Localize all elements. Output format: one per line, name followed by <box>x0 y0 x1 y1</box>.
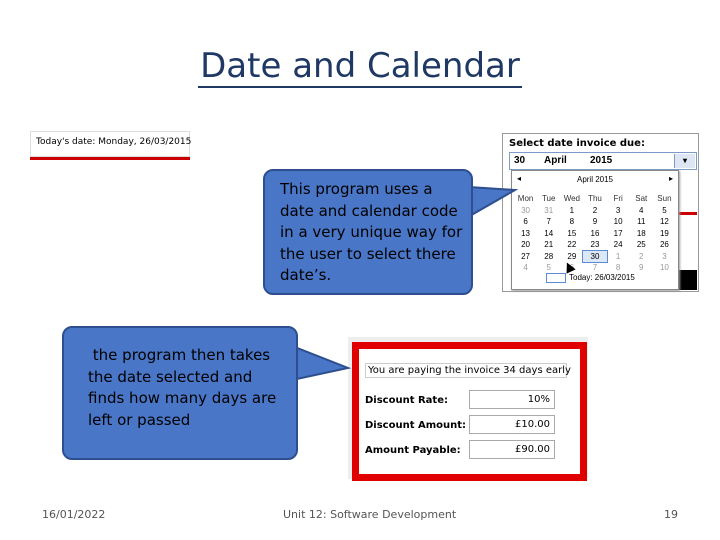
callout-bottom <box>62 326 298 460</box>
payment-frame <box>352 342 587 481</box>
day-cell[interactable]: 12 <box>659 217 669 226</box>
day-cell[interactable]: 14 <box>544 228 554 238</box>
discount-rate-field[interactable]: 10% <box>469 390 555 409</box>
day-cell[interactable]: 26 <box>659 240 669 249</box>
next-month-icon[interactable]: ▸ <box>668 174 673 183</box>
weekday-label: Thu <box>588 194 602 203</box>
day-cell[interactable]: 22 <box>567 240 577 249</box>
day-cell[interactable]: 23 <box>590 240 600 249</box>
slide-title-text: Date and Calendar <box>200 46 520 86</box>
day-cell[interactable]: 28 <box>544 251 554 261</box>
day-cell[interactable]: 16 <box>590 228 600 238</box>
discount-amount-label: Discount Amount: <box>365 420 467 431</box>
day-cell[interactable]: 8 <box>569 217 575 226</box>
day-cell[interactable]: 3 <box>615 205 621 215</box>
date-month: April <box>544 155 567 166</box>
weekday-label: Sat <box>635 194 648 203</box>
date-year: 2015 <box>590 155 613 166</box>
amount-payable-row <box>365 440 570 460</box>
day-cell[interactable]: 6 <box>569 263 575 272</box>
day-cell[interactable]: 13 <box>521 228 531 238</box>
calendar-popup <box>511 170 679 290</box>
calendar-grid <box>514 193 676 274</box>
day-cell[interactable]: 20 <box>521 240 531 249</box>
weekday-label: Wed <box>563 194 580 203</box>
day-cell[interactable]: 1 <box>615 251 621 261</box>
week-row <box>514 205 676 217</box>
day-cell[interactable]: 10 <box>613 217 623 226</box>
day-cell[interactable]: 8 <box>615 263 621 272</box>
calendar-dropdown-icon[interactable]: ▾ <box>674 154 695 168</box>
payment-notice: You are paying the invoice 34 days early <box>365 363 567 378</box>
popup-month-label: April 2015 <box>576 175 614 184</box>
footer-date: 16/01/2022 <box>42 508 106 521</box>
today-date-strip <box>30 131 190 160</box>
day-cell[interactable]: 7 <box>592 263 598 272</box>
day-cell[interactable]: 19 <box>659 228 669 238</box>
footer-center: Unit 12: Software Development <box>283 508 457 521</box>
weekday-row <box>514 193 676 205</box>
today-box-icon <box>546 273 566 283</box>
day-cell[interactable]: 30 <box>521 205 531 215</box>
amount-payable-field[interactable]: £90.00 <box>469 440 555 459</box>
day-cell[interactable]: 3 <box>662 251 667 261</box>
prev-month-icon[interactable]: ◂ <box>517 174 522 183</box>
day-cell[interactable]: 11 <box>637 217 646 226</box>
discount-amount-row <box>365 415 570 435</box>
weekday-label: Tue <box>541 194 556 203</box>
day-cell[interactable]: 10 <box>659 263 669 272</box>
day-cell[interactable]: 1 <box>569 205 575 215</box>
day-cell[interactable]: 17 <box>613 228 623 238</box>
day-cell[interactable]: 5 <box>546 263 551 272</box>
day-cell[interactable]: 24 <box>613 240 623 249</box>
day-cell[interactable]: 6 <box>523 217 528 226</box>
callout-bottom-text: the program then takes the date selected and finds how many days are left or passed <box>88 346 281 429</box>
date-picker-screenshot <box>502 133 699 292</box>
day-cell[interactable]: 21 <box>544 240 554 249</box>
payment-summary-screenshot <box>348 337 588 479</box>
day-cell[interactable]: 9 <box>592 217 598 226</box>
discount-amount-field[interactable]: £10.00 <box>469 415 555 434</box>
day-cell[interactable]: 15 <box>567 228 577 238</box>
day-cell[interactable]: 4 <box>639 205 644 215</box>
day-cell-selected[interactable]: 30 <box>583 251 606 263</box>
date-day: 30 <box>514 155 526 166</box>
today-link[interactable] <box>546 273 635 283</box>
day-cell[interactable]: 5 <box>662 205 667 215</box>
date-picker-field[interactable] <box>509 152 697 170</box>
day-cell[interactable]: 25 <box>636 240 646 249</box>
discount-rate-row <box>365 390 570 410</box>
day-cell[interactable]: 2 <box>592 205 598 215</box>
day-cell[interactable]: 4 <box>523 263 528 272</box>
day-cell[interactable]: 7 <box>546 217 551 226</box>
weekday-label: Sun <box>657 194 672 203</box>
week-row <box>514 228 676 240</box>
week-row <box>514 262 676 274</box>
weekday-label: Mon <box>517 194 534 203</box>
discount-rate-label: Discount Rate: <box>365 395 448 406</box>
day-cell[interactable]: 2 <box>639 251 644 261</box>
callout-top-text: This program uses a date and calendar code in a very unique way for the user to select there date’s. <box>280 180 463 284</box>
day-cell[interactable]: 9 <box>639 263 644 272</box>
week-row <box>514 239 676 251</box>
today-date-text: Today's date: Monday, 26/03/2015 <box>36 137 192 147</box>
today-link-text: Today: 26/03/2015 <box>569 273 635 283</box>
weekday-label: Fri <box>613 194 623 203</box>
week-row <box>514 251 676 263</box>
page-number: 19 <box>664 508 678 521</box>
day-cell[interactable]: 27 <box>521 251 531 261</box>
callout-top <box>263 169 473 295</box>
date-picker-header: Select date invoice due: <box>509 138 645 149</box>
day-cell[interactable]: 31 <box>544 205 554 215</box>
day-cell[interactable]: 29 <box>567 251 577 261</box>
slide-title <box>0 46 720 86</box>
day-cell[interactable]: 18 <box>636 228 646 238</box>
amount-payable-label: Amount Payable: <box>365 445 461 456</box>
week-row <box>514 216 676 228</box>
